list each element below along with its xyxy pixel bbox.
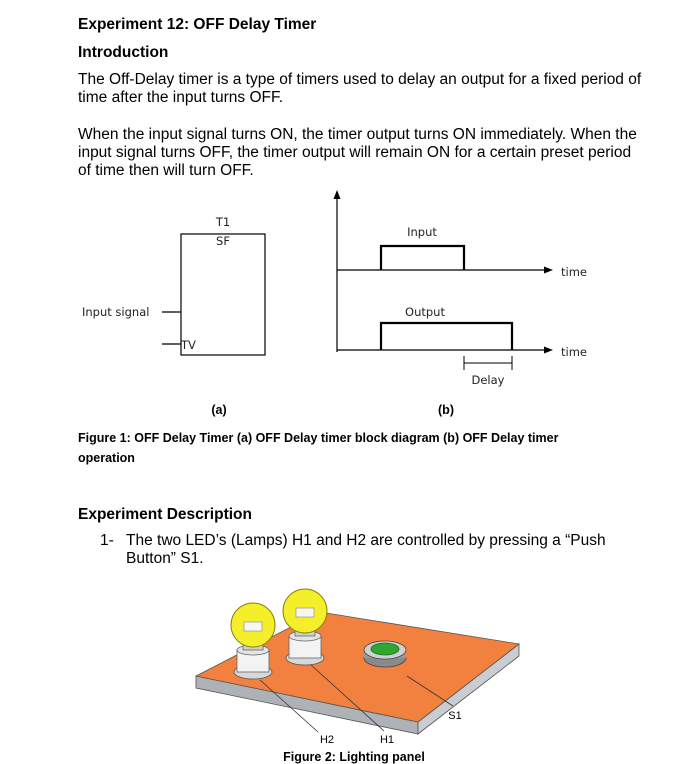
- timer-type-label: SF: [216, 234, 230, 248]
- input-signal-label: Input signal: [82, 305, 150, 319]
- figure-2-caption: Figure 2: Lighting panel: [283, 750, 425, 764]
- lamp-h1-filament: [296, 608, 314, 617]
- lamp-h2-filament: [244, 622, 262, 631]
- intro-heading: Introduction: [78, 44, 169, 61]
- h2-label: H2: [319, 734, 335, 746]
- push-button-icon: [371, 643, 399, 655]
- input-axis-arrow: [544, 267, 553, 274]
- delay-label: Delay: [471, 373, 505, 387]
- list-item: [100, 532, 640, 568]
- list-item-text: The two LED’s (Lamps) H1 and H2 are controlled by pressing a “Push Button” S1.: [126, 532, 606, 567]
- time-label-2: time: [561, 345, 587, 359]
- description-heading: Experiment Description: [78, 506, 252, 523]
- label-b: (b): [438, 403, 454, 417]
- lamp-h2: [231, 603, 275, 679]
- time-label-1: time: [561, 265, 587, 279]
- tv-label: TV: [181, 338, 196, 352]
- page-title: Experiment 12: OFF Delay Timer: [78, 16, 317, 33]
- timer-block: [181, 234, 265, 355]
- timer-block-diagram: [82, 215, 265, 355]
- input-label: Input: [407, 225, 437, 239]
- list-item-number: 1-: [100, 532, 114, 549]
- lamp-h1: [283, 589, 327, 665]
- output-pulse: [381, 323, 512, 350]
- s1-label: S1: [448, 710, 462, 722]
- timing-diagram: [334, 190, 587, 387]
- output-axis-arrow: [544, 347, 553, 354]
- output-label: Output: [405, 305, 445, 319]
- intro-paragraph-2: When the input signal turns ON, the timer output turns ON immediately. When the input signal turns OFF, the timer output will remain ON for a certain preset period of time then will turn OFF.: [78, 126, 637, 179]
- h1-label: H1: [379, 734, 395, 746]
- input-pulse: [381, 246, 464, 270]
- figure-1-caption-line-2: operation: [78, 451, 135, 465]
- vertical-axis-arrow: [334, 190, 341, 199]
- intro-paragraph-1: The Off-Delay timer is a type of timers used to delay an output for a fixed period of time after the input turns OFF.: [78, 71, 642, 106]
- timer-name-label: T1: [215, 215, 231, 229]
- figure-1-caption-line-1: Figure 1: OFF Delay Timer (a) OFF Delay timer block diagram (b) OFF Delay timer: [78, 431, 559, 445]
- figure-2-lighting-panel: [0, 570, 684, 764]
- push-button-s1: [364, 641, 406, 667]
- label-a: (a): [211, 403, 227, 417]
